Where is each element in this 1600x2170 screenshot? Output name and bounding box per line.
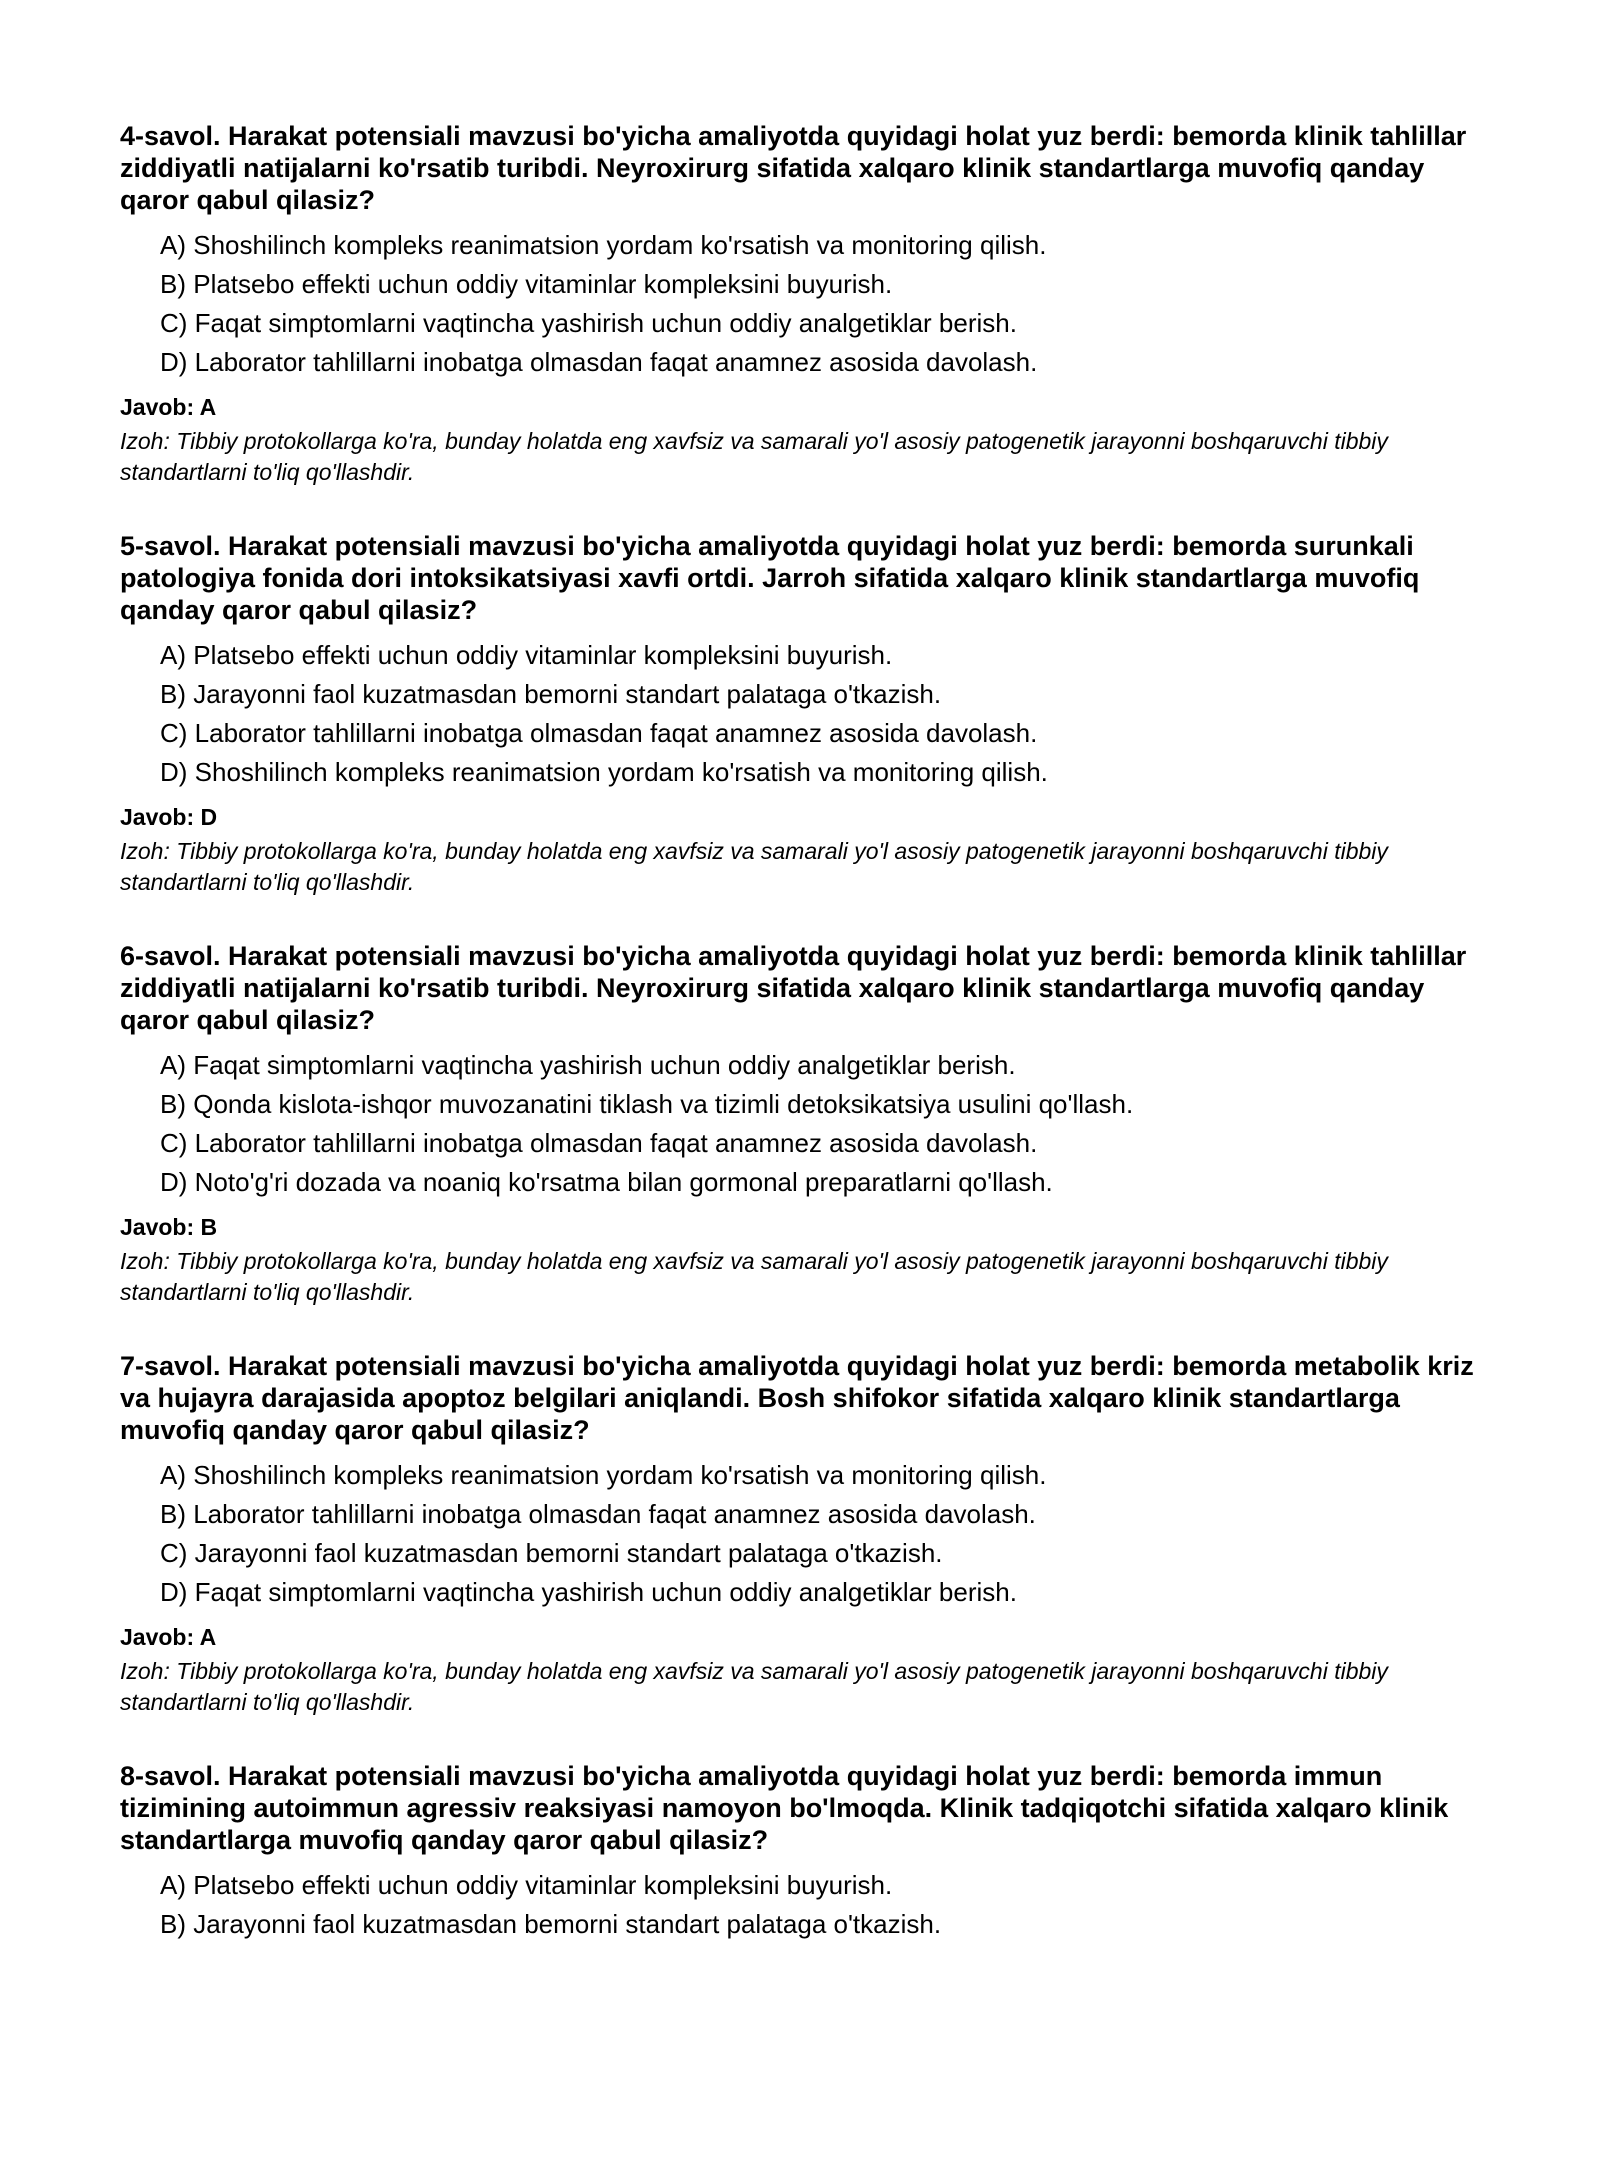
explanation: Izoh: Tibbiy protokollarga ko'ra, bunday holatda eng xavfsiz va samarali yo'l asosiy patogenetik jarayonni boshqaruvchi tibbiy standartlarni to'liq qo'llashdir. (120, 1248, 1388, 1305)
option-a: A) Shoshilinch kompleks reanimatsion yordam ko'rsatish va monitoring qilish. (160, 230, 1047, 260)
explanation: Izoh: Tibbiy protokollarga ko'ra, bunday holatda eng xavfsiz va samarali yo'l asosiy patogenetik jarayonni boshqaruvchi tibbiy standartlarni to'liq qo'llashdir. (120, 428, 1388, 485)
question-block-4 (120, 120, 1490, 530)
option-d: D) Faqat simptomlarni vaqtincha yashirish uchun oddiy analgetiklar berish. (160, 1577, 1017, 1607)
explanation: Izoh: Tibbiy protokollarga ko'ra, bunday holatda eng xavfsiz va samarali yo'l asosiy patogenetik jarayonni boshqaruvchi tibbiy standartlarni to'liq qo'llashdir. (120, 838, 1388, 895)
option-c: C) Jarayonni faol kuzatmasdan bemorni standart palataga o'tkazish. (160, 1538, 943, 1568)
option-a: A) Platsebo effekti uchun oddiy vitaminlar kompleksini buyurish. (160, 1870, 893, 1900)
option-a: A) Faqat simptomlarni vaqtincha yashirish uchun oddiy analgetiklar berish. (160, 1050, 1016, 1080)
question-block-8 (120, 1760, 1490, 2170)
option-b: B) Jarayonni faol kuzatmasdan bemorni standart palataga o'tkazish. (160, 679, 942, 709)
options-list (160, 1866, 1490, 1944)
option-d: D) Shoshilinch kompleks reanimatsion yordam ko'rsatish va monitoring qilish. (160, 757, 1048, 787)
options-list (160, 636, 1490, 792)
question-text: 7-savol. Harakat potensiali mavzusi bo'yicha amaliyotda quyidagi holat yuz berdi: bemorda metabolik kriz va hujayra darajasida apoptoz belgilari aniqlandi. Bosh shifokor sifatida xalqaro klinik standartlarga muvofiq qanday qaror qabul qilasiz? (120, 1351, 1474, 1445)
options-list (160, 1456, 1490, 1612)
question-text: 6-savol. Harakat potensiali mavzusi bo'yicha amaliyotda quyidagi holat yuz berdi: bemorda klinik tahlillar ziddiyatli natijalarni ko'rsatib turibdi. Neyroxirurg sifatida xalqaro klinik standartlarga muvofiq qanday qaror qabul qilasiz? (120, 941, 1467, 1035)
options-list (160, 226, 1490, 382)
options-list (160, 1046, 1490, 1202)
option-a: A) Shoshilinch kompleks reanimatsion yordam ko'rsatish va monitoring qilish. (160, 1460, 1047, 1490)
option-d: D) Noto'g'ri dozada va noaniq ko'rsatma bilan gormonal preparatlarni qo'llash. (160, 1167, 1053, 1197)
option-c: C) Laborator tahlillarni inobatga olmasdan faqat anamnez asosida davolash. (160, 718, 1038, 748)
answer: Javob: A (120, 1624, 217, 1650)
answer: Javob: A (120, 394, 217, 420)
option-d: D) Laborator tahlillarni inobatga olmasdan faqat anamnez asosida davolash. (160, 347, 1038, 377)
option-b: B) Jarayonni faol kuzatmasdan bemorni standart palataga o'tkazish. (160, 1909, 942, 1939)
explanation: Izoh: Tibbiy protokollarga ko'ra, bunday holatda eng xavfsiz va samarali yo'l asosiy patogenetik jarayonni boshqaruvchi tibbiy standartlarni to'liq qo'llashdir. (120, 1658, 1388, 1715)
option-b: B) Platsebo effekti uchun oddiy vitaminlar kompleksini buyurish. (160, 269, 893, 299)
option-c: C) Faqat simptomlarni vaqtincha yashirish uchun oddiy analgetiklar berish. (160, 308, 1017, 338)
question-text: 4-savol. Harakat potensiali mavzusi bo'yicha amaliyotda quyidagi holat yuz berdi: bemorda klinik tahlillar ziddiyatli natijalarni ko'rsatib turibdi. Neyroxirurg sifatida xalqaro klinik standartlarga muvofiq qanday qaror qabul qilasiz? (120, 121, 1467, 215)
answer: Javob: D (120, 804, 218, 830)
option-c: C) Laborator tahlillarni inobatga olmasdan faqat anamnez asosida davolash. (160, 1128, 1038, 1158)
question-text: 5-savol. Harakat potensiali mavzusi bo'yicha amaliyotda quyidagi holat yuz berdi: bemorda surunkali patologiya fonida dori intoksikatsiyasi xavfi ortdi. Jarroh sifatida xalqaro klinik standartlarga muvofiq qanday qaror qabul qilasiz? (120, 531, 1420, 625)
option-b: B) Laborator tahlillarni inobatga olmasdan faqat anamnez asosida davolash. (160, 1499, 1036, 1529)
question-block-6 (120, 940, 1490, 1350)
answer: Javob: B (120, 1214, 218, 1240)
question-text: 8-savol. Harakat potensiali mavzusi bo'yicha amaliyotda quyidagi holat yuz berdi: bemorda immun tizimining autoimmun agressiv reaksiyasi namoyon bo'lmoqda. Klinik tadqiqotchi sifatida xalqaro klinik standartlarga muvofiq qanday qaror qabul qilasiz? (120, 1761, 1449, 1855)
option-a: A) Platsebo effekti uchun oddiy vitaminlar kompleksini buyurish. (160, 640, 893, 670)
option-b: B) Qonda kislota-ishqor muvozanatini tiklash va tizimli detoksikatsiya usulini qo'llash. (160, 1089, 1134, 1119)
document-page (120, 120, 1490, 2170)
question-block-7 (120, 1350, 1490, 1760)
question-block-5 (120, 530, 1490, 940)
